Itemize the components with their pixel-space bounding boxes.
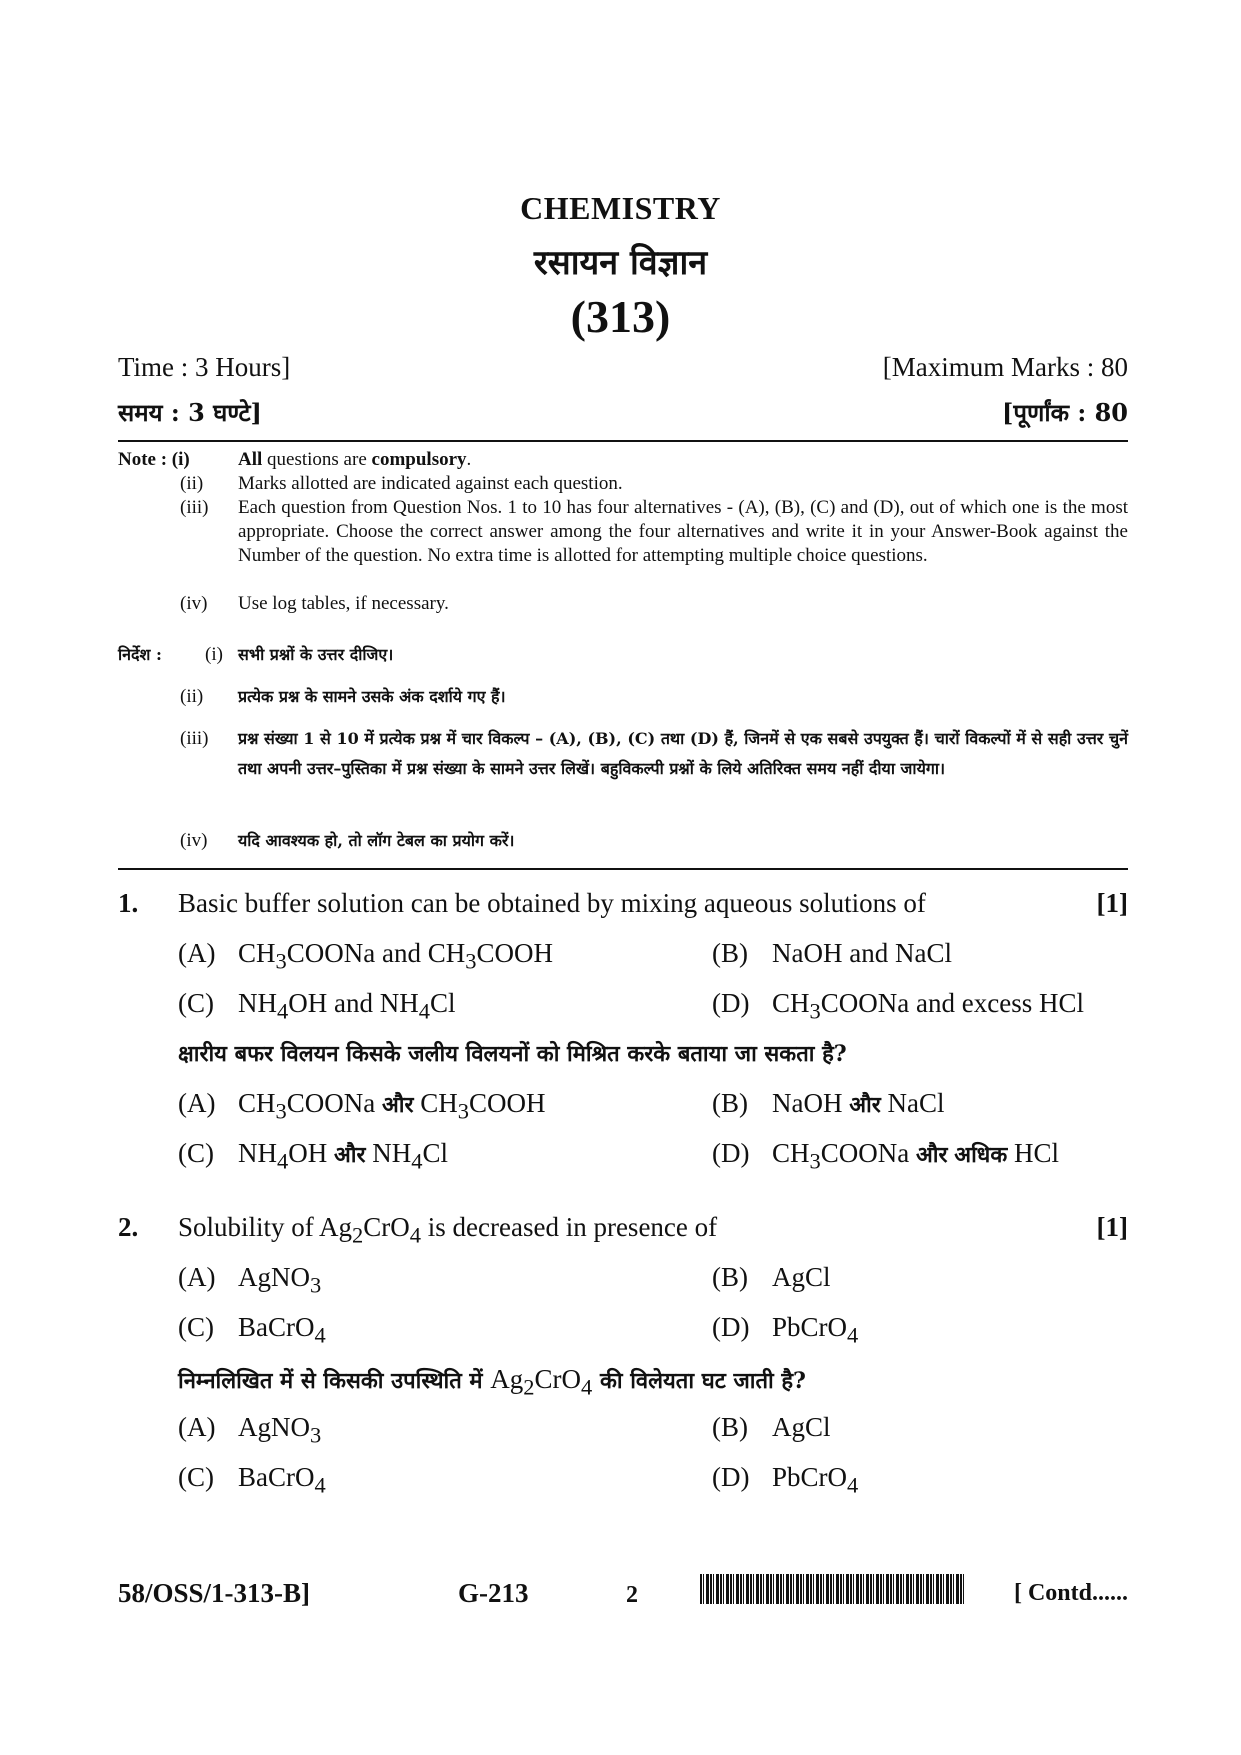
note-item-hindi-1: सभी प्रश्नों के उत्तर दीजिए।: [238, 645, 394, 664]
option-a-hindi: (A) $CH_3COONa$ और $CH_3COOH$: [178, 1088, 546, 1124]
option-d: (D) PbCrO$_4$: [712, 1312, 859, 1348]
option-d-hindi: (D) PbCrO$_4$: [712, 1462, 859, 1498]
option-d: (D) $CH_3COONa$ and excess HCl: [712, 988, 1084, 1024]
note-item-hindi-2: प्रत्येक प्रश्न के सामने उसके अंक दर्शाये गए हैं।: [238, 687, 506, 706]
page-title: CHEMISTRY: [520, 190, 721, 226]
notes-divider: [118, 868, 1128, 870]
note-number: (ii): [180, 686, 204, 707]
question-marks: [1]: [1096, 888, 1128, 918]
option-c-hindi: (C) $NH_4OH$ और $NH_4Cl$: [178, 1138, 449, 1174]
question-text-hindi: निम्नलिखित में से किसकी उपस्थिति में $Ag_2CrO_4$ की विलेयता घट जाती है?: [178, 1364, 806, 1400]
note-number: (i): [205, 644, 223, 665]
subject-code: (313): [570, 291, 671, 342]
option-c: (C) $NH_4OH$ and $NH_4Cl$: [178, 988, 456, 1024]
question-number: 2.: [118, 1212, 139, 1242]
note-number: (iv): [180, 830, 208, 851]
note-item-2: Marks allotted are indicated against each question.: [238, 473, 623, 494]
page-number: 2: [626, 1582, 638, 1608]
option-c: (C) BaCrO$_4$: [178, 1312, 326, 1348]
note-item-hindi-4: यदि आवश्यक हो, तो लॉग टेबल का प्रयोग करें।: [238, 831, 515, 850]
note-item-3: Each question from Question Nos. 1 to 10 has four alternatives - (A), (B), (C) and (D), out of which one is the most appropriate. Choose the correct answer among the four alternatives and write it in your Answer-Book against the Number of the question. No extra time is allotted for attempting multiple choice questions.: [238, 497, 1128, 566]
option-c-hindi: (C) BaCrO$_4$: [178, 1462, 326, 1498]
option-b-hindi: (B) NaOH और NaCl: [712, 1088, 945, 1118]
notes-label: Note : (i): [118, 449, 190, 470]
note-item-hindi-3: प्रश्न संख्या 1 से 10 में प्रत्येक प्रश्न में चार विकल्प – (A), (B), (C) तथा (D) हैं, जिनमें से एक सबसे उपयुक्त हैं। चारों विकल्पों में से सही उत्तर चुनें तथा अपनी उत्तर–पुस्तिका में प्रश्न संख्या के सामने उत्तर लिखें। बहुविकल्पी प्रश्नों के लिये अतिरिक्त समय नहीं दीया जायेगा।: [238, 729, 1128, 778]
note-number: (iv): [180, 593, 208, 614]
set-code: G-213: [458, 1578, 529, 1608]
max-marks-label: [Maximum Marks : 80: [882, 352, 1128, 382]
notes-label-hindi: निर्देश :: [118, 645, 162, 664]
note-number: (ii): [180, 473, 204, 494]
option-a: (A) $CH_3COONa$ and $CH_3COOH$: [178, 938, 554, 974]
option-d-hindi: (D) $CH_3COONa$ और अधिक HCl: [712, 1138, 1059, 1174]
question-text-hindi: क्षारीय बफर विलयन किसके जलीय विलयनों को मिश्रित करके बताया जा सकता है?: [178, 1041, 847, 1067]
question-text: Basic buffer solution can be obtained by mixing aqueous solutions of: [178, 888, 926, 918]
question-number: 1.: [118, 888, 139, 918]
note-item-1: All questions are compulsory.: [238, 449, 472, 470]
time-label-hindi: समय : 3 घण्टे]: [118, 398, 262, 427]
note-number: (iii): [180, 497, 209, 518]
page-title-hindi: रसायन विज्ञान: [533, 243, 708, 283]
time-label: Time : 3 Hours]: [118, 352, 291, 382]
option-b: (B) AgCl: [712, 1262, 831, 1292]
option-b-hindi: (B) AgCl: [712, 1412, 831, 1442]
header-divider: [118, 440, 1128, 442]
option-b: (B) NaOH and NaCl: [712, 938, 952, 968]
continued-label: [ Contd......: [1013, 1580, 1128, 1606]
note-item-4: Use log tables, if necessary.: [238, 593, 449, 614]
option-a: (A) AgNO$_3$: [178, 1262, 322, 1298]
option-a-hindi: (A) AgNO$_3$: [178, 1412, 322, 1448]
question-text: Solubility of $Ag_2CrO_4$ is decreased in presence of: [178, 1212, 718, 1248]
question-marks: [1]: [1096, 1212, 1128, 1242]
note-number: (iii): [180, 728, 209, 749]
max-marks-label-hindi: [पूर्णांक : 80: [1002, 398, 1128, 427]
barcode: [700, 1574, 966, 1604]
paper-code: 58/OSS/1-313-B]: [118, 1578, 311, 1608]
